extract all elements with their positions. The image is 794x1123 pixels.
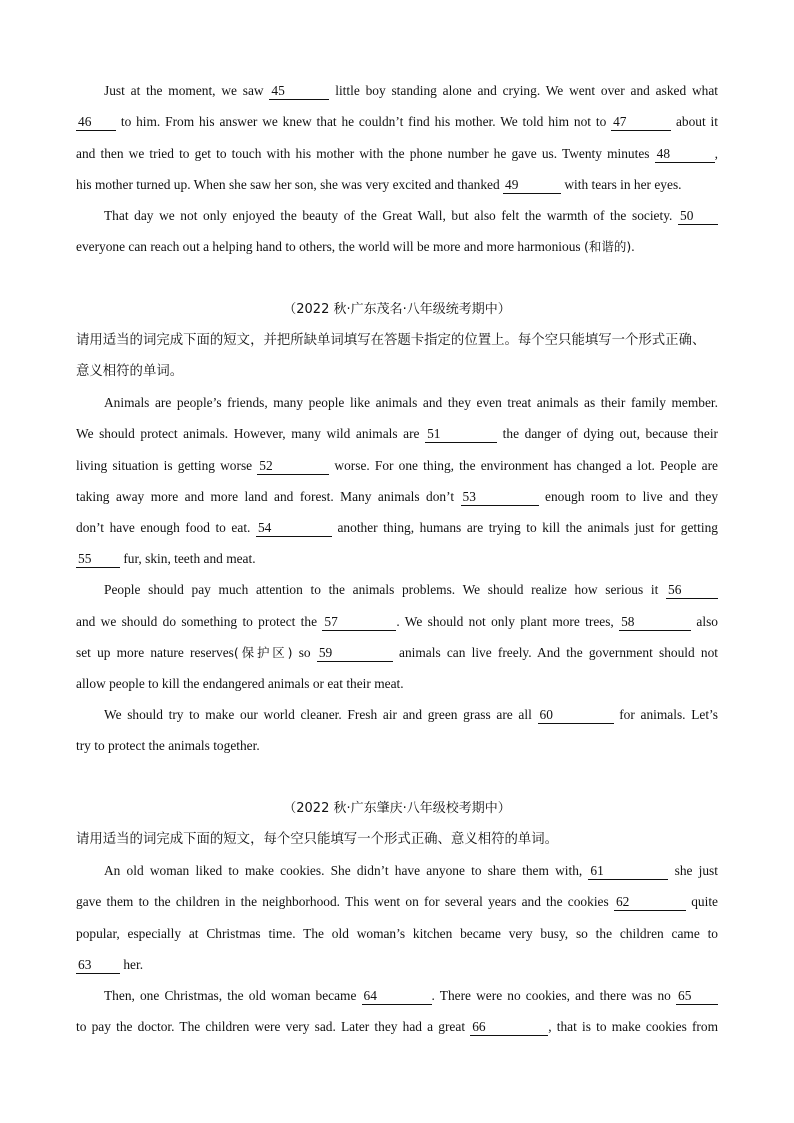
section-source: （2022 秋·广东茂名·八年级统考期中） xyxy=(283,302,511,317)
text-run: and then we tried to get to touch with his mother with the phone number he gave us. Twenty minutes xyxy=(76,146,655,161)
instruction-line: 请用适当的词完成下面的短文，并把所缺单词填写在答题卡指定的位置上。每个空只能填写一个形式正确、 xyxy=(76,333,706,348)
text-run: . We should not only plant more trees, xyxy=(396,614,620,629)
blank-58[interactable]: 58 xyxy=(619,614,691,631)
text-run: We should try to make our world cleaner. Fresh air and green grass are all xyxy=(104,707,538,722)
text-run: she just xyxy=(668,863,718,878)
blank-63[interactable]: 63 xyxy=(76,957,120,974)
text-line xyxy=(104,206,718,226)
blank-59[interactable]: 59 xyxy=(317,645,393,662)
text-run: , that is to make cookies from xyxy=(548,1019,718,1034)
blank-61[interactable]: 61 xyxy=(588,863,668,880)
blank-45[interactable]: 45 xyxy=(269,83,329,100)
text-run: Animals are people’s friends, many people like animals and they even treat animals as their family member. xyxy=(104,395,718,410)
text-line xyxy=(76,456,718,476)
chinese-gloss: (保护区) xyxy=(233,645,293,660)
text-line xyxy=(104,580,718,600)
text-line xyxy=(76,518,718,538)
text-run: another thing, humans are trying to kill the animals just for getting xyxy=(331,520,718,535)
text-run: enough room to live and they xyxy=(538,489,719,504)
blank-55[interactable]: 55 xyxy=(76,551,120,568)
text-line xyxy=(76,892,718,912)
text-line xyxy=(76,924,718,944)
text-run: don’t have enough food to eat. xyxy=(76,520,256,535)
text-line xyxy=(76,175,718,195)
text-line xyxy=(76,1017,718,1037)
text-run: try to protect the animals together. xyxy=(76,738,260,753)
blank-46[interactable]: 46 xyxy=(76,114,116,131)
blank-51[interactable]: 51 xyxy=(425,426,497,443)
blank-54[interactable]: 54 xyxy=(256,520,332,537)
text-run: and we should do something to protect the xyxy=(76,614,323,629)
text-run: about it xyxy=(671,114,718,129)
text-line xyxy=(76,736,718,756)
text-line xyxy=(104,986,718,1006)
text-run: fur, skin, teeth and meat. xyxy=(120,551,256,566)
text-line xyxy=(76,487,718,507)
blank-62[interactable]: 62 xyxy=(614,894,686,911)
blank-49[interactable]: 49 xyxy=(503,177,561,194)
text-line xyxy=(76,144,718,164)
text-run: with tears in her eyes. xyxy=(561,177,682,192)
instruction-line: 意义相符的单词。 xyxy=(76,364,184,379)
text-run: That day we not only enjoyed the beauty of the Great Wall, but also felt the warmth of the society. xyxy=(104,208,678,223)
blank-48[interactable]: 48 xyxy=(655,146,715,163)
text-run: An old woman liked to make cookies. She didn’t have anyone to share them with, xyxy=(104,863,589,878)
text-run: We should protect animals. However, many wild animals are xyxy=(76,426,426,441)
text-run: living situation is getting worse xyxy=(76,458,258,473)
blank-56[interactable]: 56 xyxy=(666,582,718,599)
text-line xyxy=(104,861,718,881)
blank-52[interactable]: 52 xyxy=(257,458,329,475)
text-line xyxy=(104,705,718,725)
text-run: the danger of dying out, because their xyxy=(497,426,718,441)
blank-65[interactable]: 65 xyxy=(676,988,718,1005)
blank-53[interactable]: 53 xyxy=(461,489,539,506)
text-run: . xyxy=(631,239,635,254)
text-run: set up more nature reserves xyxy=(76,645,234,660)
blank-60[interactable]: 60 xyxy=(538,707,614,724)
text-run: gave them to the children in the neighborhood. This went on for several years and the cookies xyxy=(76,894,614,909)
text-line xyxy=(76,549,718,569)
text-run: for animals. Let’s xyxy=(613,707,718,722)
chinese-gloss: (和谐的) xyxy=(583,239,632,254)
blank-47[interactable]: 47 xyxy=(611,114,671,131)
text-run: his mother turned up. When she saw her son, she was very excited and thanked xyxy=(76,177,504,192)
text-line xyxy=(104,393,718,413)
text-run: popular, especially at Christmas time. The old woman’s kitchen became very busy, so the children came to xyxy=(76,926,718,941)
text-run: . There were no cookies, and there was no xyxy=(431,988,676,1003)
text-run: so xyxy=(292,645,317,660)
text-line xyxy=(76,612,718,632)
text-run: also xyxy=(691,614,719,629)
text-line xyxy=(76,643,718,663)
text-line xyxy=(76,424,718,444)
text-run: to him. From his answer we knew that he couldn’t find his mother. We told him not to xyxy=(116,114,612,129)
section-source: （2022 秋·广东肇庆·八年级校考期中） xyxy=(283,801,511,816)
blank-57[interactable]: 57 xyxy=(322,614,396,631)
text-line xyxy=(76,955,718,975)
blank-64[interactable]: 64 xyxy=(362,988,432,1005)
text-run: worse. For one thing, the environment has changed a lot. People are xyxy=(329,458,718,473)
text-line xyxy=(76,674,718,694)
instruction-line: 请用适当的词完成下面的短文，每个空只能填写一个形式正确、意义相符的单词。 xyxy=(76,832,559,847)
text-run: Just at the moment, we saw xyxy=(104,83,270,98)
blank-66[interactable]: 66 xyxy=(470,1019,548,1036)
text-run: to pay the doctor. The children were very sad. Later they had a great xyxy=(76,1019,471,1034)
text-run: little boy standing alone and crying. We went over and asked what xyxy=(329,83,718,98)
text-run: animals can live freely. And the government should not xyxy=(392,645,719,660)
text-run: , xyxy=(714,146,718,161)
text-run: her. xyxy=(120,957,144,972)
text-run: Then, one Christmas, the old woman became xyxy=(104,988,362,1003)
text-run: allow people to kill the endangered animals or eat their meat. xyxy=(76,676,404,691)
blank-50[interactable]: 50 xyxy=(678,208,718,225)
text-line xyxy=(104,81,718,101)
text-line xyxy=(76,112,718,132)
text-run: everyone can reach out a helping hand to others, the world will be more and more harmonious xyxy=(76,239,584,254)
text-run: quite xyxy=(685,894,719,909)
text-run: People should pay much attention to the animals problems. We should realize how serious it xyxy=(104,582,666,597)
text-line xyxy=(76,237,718,257)
text-run: taking away more and more land and forest. Many animals don’t xyxy=(76,489,461,504)
